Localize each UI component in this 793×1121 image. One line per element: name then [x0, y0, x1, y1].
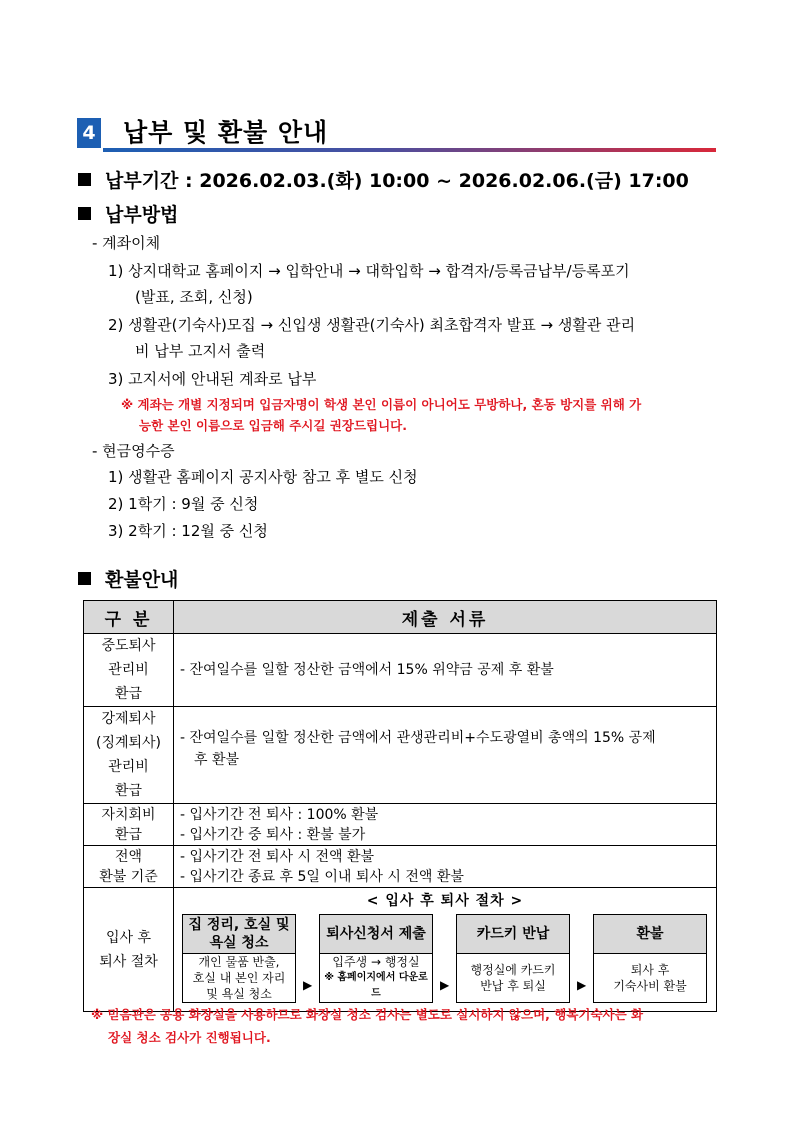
procedure-cell [174, 888, 717, 1012]
table-row [84, 804, 717, 846]
square-bullet-icon [78, 572, 91, 585]
payment-method-title: 납부방법 [105, 204, 179, 226]
procedure-title: < 입사 후 퇴사 절차 > [366, 893, 524, 909]
payment-method-heading [78, 200, 178, 227]
footer-note: ※ 믿음관은 공용 화장실을 사용하므로 화장실 청소 검사는 별도로 실시하지 않으며, 행복기숙사는 화 [91, 1007, 644, 1022]
payment-period-text: 납부기간 : 2026.02.03.(화) 10:00 ~ 2026.02.06.(금) 17:00 [105, 170, 689, 192]
section-number: 4 [77, 118, 101, 148]
table-row [84, 846, 717, 888]
procedure-step-cardkey: 카드키 반납 행정실에 카드키 반납 후 퇴실 [456, 914, 570, 1003]
row-category: 강제퇴사 (징계퇴사) 관리비 환급 [84, 707, 174, 804]
row-category: 전액 환불 기준 [84, 846, 174, 888]
arrow-right-icon: ▶ [577, 978, 587, 992]
refund-title: 환불안내 [105, 569, 179, 591]
transfer-note: ※ 계좌는 개별 지정되며 입금자명이 학생 본인 이름이 아니어도 무방하나, 혼동 방지를 위해 가 [121, 397, 642, 412]
square-bullet-icon [78, 207, 91, 220]
transfer-note-cont: 능한 본인 이름으로 입금해 주시길 권장드립니다. [139, 418, 408, 433]
table-row [84, 707, 717, 804]
receipt-step: 2) 1학기 : 9월 중 신청 [108, 495, 259, 513]
transfer-step: 1) 상지대학교 홈페이지 → 입학안내 → 대학입학 → 합격자/등록금납부/등록포기 [108, 262, 630, 280]
arrow-right-icon: ▶ [440, 978, 450, 992]
procedure-step-form: 퇴사신청서 제출 입주생 → 행정실 ※ 홈페이지에서 다운로드 [319, 914, 433, 1003]
table-row [84, 634, 717, 707]
row-category: 자치회비 환급 [84, 804, 174, 846]
transfer-label: - 계좌이체 [92, 234, 161, 252]
row-description: - 입사기간 전 퇴사 : 100% 환불 - 입사기간 중 퇴사 : 환불 불가 [174, 804, 717, 846]
row-category: 중도퇴사 관리비 환급 [84, 634, 174, 707]
refund-table [83, 600, 717, 1012]
arrow-right-icon: ▶ [303, 978, 313, 992]
footer-note-cont: 장실 청소 검사가 진행됩니다. [108, 1030, 271, 1045]
table-row [84, 888, 717, 1012]
procedure-step-cleaning: 집 정리, 호실 및 욕실 청소 개인 물품 반출, 호실 내 본인 자리 및 욕실 청소 [182, 914, 296, 1003]
receipt-label: - 현금영수증 [92, 442, 175, 460]
row-description: - 입사기간 전 퇴사 시 전액 환불 - 입사기간 종료 후 5일 이내 퇴사 시 전액 환불 [174, 846, 717, 888]
col-category-header: 구 분 [84, 601, 174, 634]
section-divider [103, 148, 716, 152]
procedure-step-refund: 환불 퇴사 후 기숙사비 환불 [593, 914, 707, 1003]
row-description: - 잔여일수를 일할 정산한 금액에서 관생관리비+수도광열비 총액의 15% 공제 후 환불 [174, 707, 717, 804]
table-header-row [84, 601, 717, 634]
square-bullet-icon [78, 173, 91, 186]
payment-period-heading [78, 166, 689, 193]
transfer-step: 2) 생활관(기숙사)모집 → 신입생 생활관(기숙사) 최초합격자 발표 → 생활관 관리 [108, 316, 636, 334]
row-description: - 잔여일수를 일할 정산한 금액에서 15% 위약금 공제 후 환불 [174, 634, 717, 707]
section-title: 납부 및 환불 안내 [123, 118, 329, 147]
col-docs-header: 제출 서류 [174, 601, 717, 634]
transfer-step: 3) 고지서에 안내된 계좌로 납부 [108, 370, 317, 388]
receipt-step: 3) 2학기 : 12월 중 신청 [108, 522, 268, 540]
transfer-step-cont: 비 납부 고지서 출력 [135, 342, 266, 360]
receipt-step: 1) 생활관 홈페이지 공지사항 참고 후 별도 신청 [108, 468, 418, 486]
transfer-step-cont: (발표, 조회, 신청) [135, 288, 253, 306]
row-category: 입사 후 퇴사 절차 [84, 888, 174, 1012]
procedure-steps [174, 910, 716, 1002]
refund-heading [78, 565, 178, 592]
